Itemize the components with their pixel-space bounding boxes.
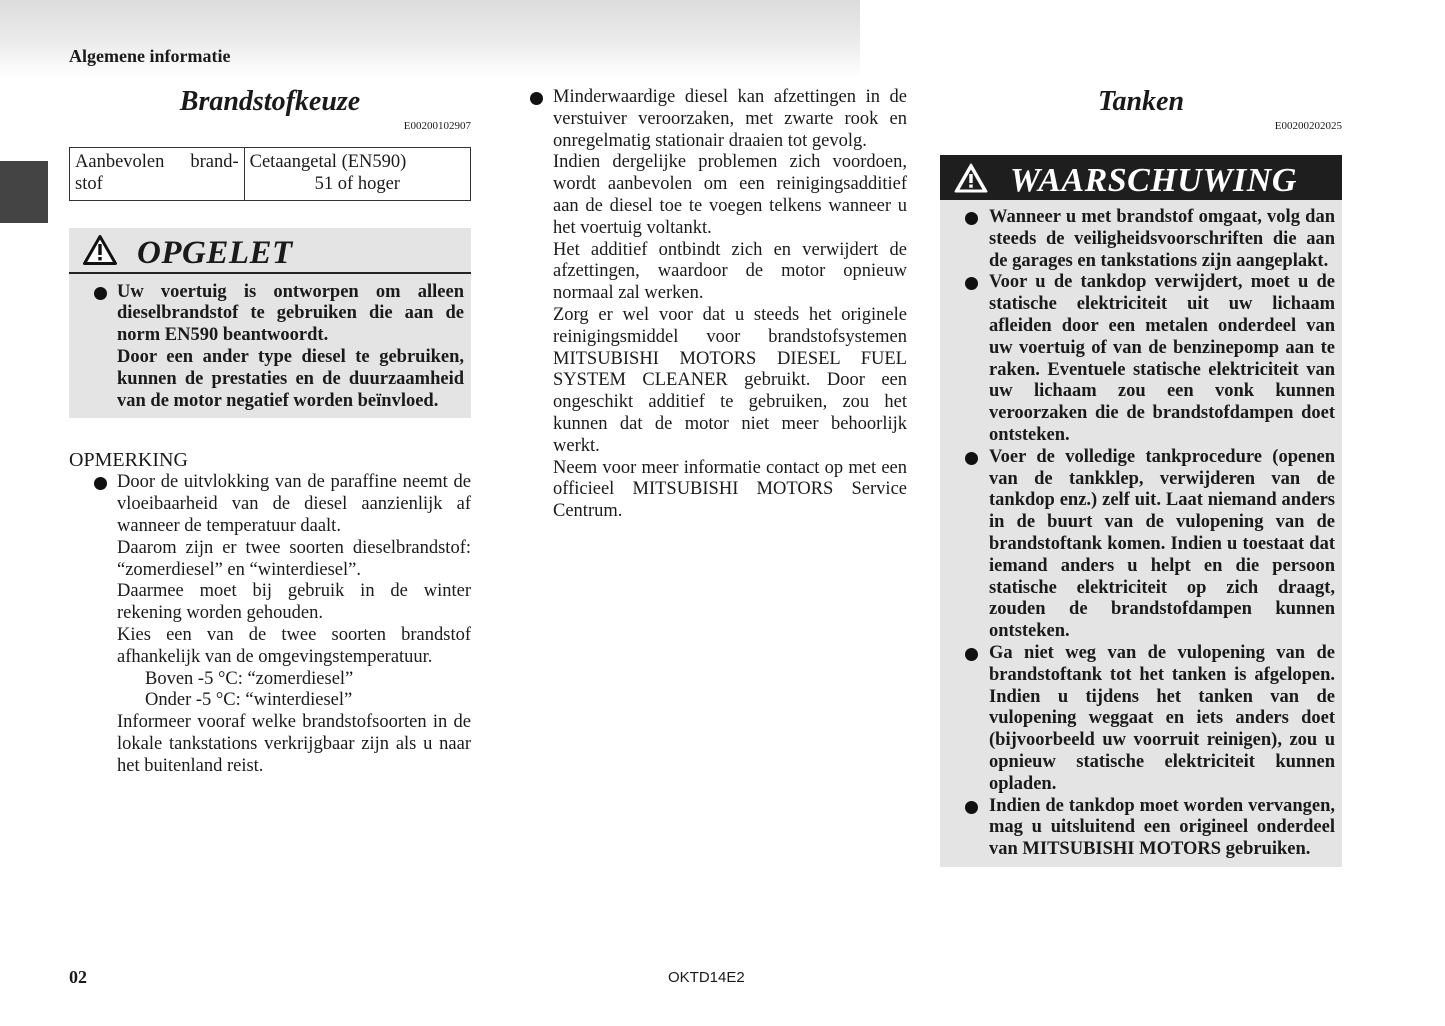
caution-title: OPGELET xyxy=(137,234,293,271)
chapter-tab xyxy=(0,161,48,223)
refuel-title: Tanken xyxy=(1097,86,1185,117)
spec-value xyxy=(244,148,470,201)
list-item xyxy=(69,472,471,777)
left-column xyxy=(69,85,471,778)
warning-item-4: Ga niet weg van de vulopening van de brandstoftank tot het tanken is afgelopen. Indien u tijdens het tanken van de vulopening weggaat en iets anders doet (bijvoorbeeld uw voorruit reinigen), zou u opnieuw statische elektriciteit kunnen opladen. xyxy=(989,642,1335,794)
right-column xyxy=(940,85,1342,867)
warning-title: WAARSCHUWING xyxy=(1010,161,1297,199)
list-item xyxy=(530,87,907,523)
bullet-icon xyxy=(965,212,978,225)
spec-key: Aanbevolen brand- stof xyxy=(70,148,245,201)
remark-p2: Daarom zijn er twee soorten dieselbrandstof: “zomerdiesel” en “winterdiesel”. xyxy=(117,537,471,580)
spec-value-line1: Cetaangetal (EN590) xyxy=(249,152,407,172)
bullet-icon xyxy=(965,277,978,290)
warning-triangle-icon xyxy=(83,235,117,265)
caution-text-2: Door een ander type diesel te gebruiken, kunnen de prestaties en de duurzaamheid van de motor negatief worden beïnvloed. xyxy=(117,346,464,411)
bullet-icon xyxy=(94,287,107,300)
warning-item-5: Indien de tankdop moet worden vervangen, mag u uitsluitend een origineel onderdeel van MITSUBISHI MOTORS gebruiken. xyxy=(989,795,1335,860)
bullet-icon xyxy=(965,648,978,661)
fuel-choice-title: Brandstofkeuze xyxy=(179,86,361,117)
table-row xyxy=(70,148,471,201)
list-item xyxy=(940,796,1342,861)
caution-header xyxy=(69,228,471,274)
warning-item-3: Voer de volledige tankprocedure (openen van de tankklep, verwijderen van de tankdop enz.) zelf uit. Laat niemand anders in de buurt van de vulopening van de brandstoftank komen. Indien u toestaat dat iemand anders u helpt en die persoon statische elektriciteit op zich draagt, zouden de brandstofdampen kunnen ontsteken. xyxy=(989,446,1335,642)
remark-p4: Kies een van de twee soorten brandstof afhankelijk van de omgevingstemperatuur. xyxy=(117,624,471,667)
page-number: 02 xyxy=(69,967,87,987)
remark-p1: Door de uitvlokking van de paraffine neemt de vloeibaarheid van de diesel aanzienlijk af wanneer de temperatuur daalt. xyxy=(117,472,471,536)
remark-block xyxy=(69,472,471,777)
bullet-icon xyxy=(530,92,543,105)
list-item xyxy=(940,447,1342,643)
warning-triangle-icon xyxy=(954,163,988,193)
list-item xyxy=(940,207,1342,272)
remark-p3: Daarmee moet bij gebruik in de winter rekening worden gehouden. xyxy=(117,581,471,624)
middle-p2: Indien dergelijke problemen zich voordoen, wordt aanbevolen om een reinigingsadditief aan de diesel toe te voegen telkens wanneer u het voertuig voltankt. xyxy=(553,152,907,238)
fuel-spec-table xyxy=(69,147,471,201)
middle-p1: Minderwaardige diesel kan afzettingen in de verstuiver veroorzaken, met zwarte rook en onregelmatig stationair draaien tot gevolg. xyxy=(553,87,907,151)
remark-title: OPMERKING xyxy=(69,449,188,472)
remark-p6: Onder -5 °C: “winterdiesel” xyxy=(145,690,353,711)
fuel-choice-ref: E00200102907 xyxy=(403,120,471,132)
warning-header xyxy=(940,155,1342,200)
middle-p3: Het additief ontbindt zich en verwijdert de afzettingen, waardoor de motor opnieuw normaal zal werken. xyxy=(553,239,907,304)
list-item xyxy=(940,643,1342,796)
remark-p5: Boven -5 °C: “zomerdiesel” xyxy=(145,668,354,689)
caution-box xyxy=(69,228,471,419)
warning-item-2: Voor u de tankdop verwijdert, moet u de statische elektriciteit uit uw lichaam afleiden door een metalen onderdeel van uw voertuig of van de benzinepomp aan te raken. Eventuele statische elektriciteit van uw lichaam zou een vonk kunnen veroorzaken die de brandstofdampen doet ontsteken. xyxy=(989,272,1335,445)
bullet-icon xyxy=(965,801,978,814)
refuel-ref: E00200202025 xyxy=(1274,120,1342,132)
bullet-icon xyxy=(94,477,107,490)
middle-p4: Zorg er wel voor dat u steeds het originele reinigingsmiddel voor brandstofsystemen MITSUBISHI MOTORS DIESEL FUEL SYSTEM CLEANER gebruikt. Door een ongeschikt additief te gebruiken, zou het kunnen dat de motor niet meer behoorlijk werkt. xyxy=(553,304,907,456)
warning-box xyxy=(940,155,1342,867)
list-item xyxy=(69,282,471,413)
bullet-icon xyxy=(965,452,978,465)
section-header: Algemene informatie xyxy=(69,46,231,66)
spec-value-line2: 51 of hoger xyxy=(314,173,400,194)
middle-p5: Neem voor meer informatie contact op met een officieel MITSUBISHI MOTORS Service Centrum. xyxy=(553,457,907,522)
list-item xyxy=(940,272,1342,446)
warning-item-1: Wanneer u met brandstof omgaat, volg dan steeds de veiligheidsvoorschriften die aan de garages en tankstations zijn aangeplakt. xyxy=(989,207,1335,271)
caution-text-1: Uw voertuig is ontworpen om alleen dieselbrandstof te gebruiken die aan de norm EN590 beantwoordt. xyxy=(117,281,464,346)
remark-p7: Informeer vooraf welke brandstofsoorten in de lokale tankstations verkrijgbaar zijn als u naar het buitenland reist. xyxy=(117,712,471,776)
middle-column xyxy=(530,87,907,523)
document-code: OKTD14E2 xyxy=(668,969,745,986)
